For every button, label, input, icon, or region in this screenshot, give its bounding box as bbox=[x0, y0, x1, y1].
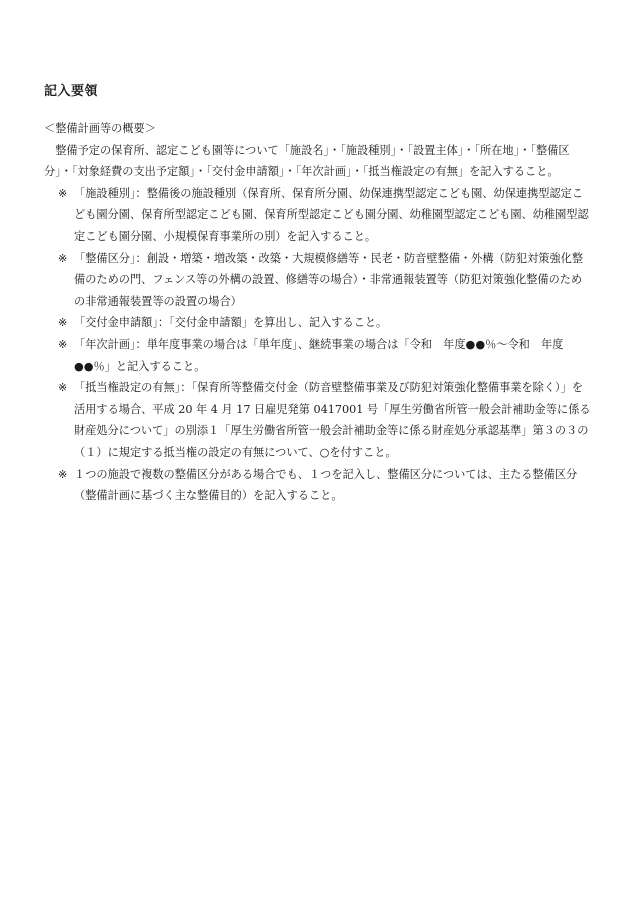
note-text: 「年次計画」：単年度事業の場合は「単年度」、継続事業の場合は「令和 年度●●％～令和 年度●●％」と記入すること。 bbox=[74, 337, 564, 373]
section-heading: ＜整備計画等の概要＞ bbox=[44, 122, 156, 135]
document-title: 記入要領 bbox=[44, 84, 99, 99]
note-text: 「抵当権設定の有無」：「保育所等整備交付金（防音壁整備事業及び防犯対策強化整備事業を除く）」を活用する場合、平成 20 年 4 月 17 日雇児発第 0417001 号「厚生労働省所管一般会計補助金等に係る財産処分について」の別添１「厚生労働省所管一般会計補助金等に係る財産処分承認基準」第３の３の（１）に規定する抵当権の設定の有無について、○を付すこと。 bbox=[74, 381, 591, 459]
document-body bbox=[44, 118, 592, 507]
note-mortgage bbox=[44, 377, 592, 463]
note-annual-plan bbox=[44, 334, 592, 377]
note-mark: ※ bbox=[58, 316, 68, 330]
note-mark: ※ bbox=[58, 251, 68, 265]
note-multiple-categories bbox=[44, 464, 592, 507]
note-mark: ※ bbox=[58, 186, 68, 200]
note-mark: ※ bbox=[58, 381, 68, 395]
note-text: 「交付金申請額」：「交付金申請額」を算出し、記入すること。 bbox=[74, 316, 388, 330]
note-maintenance-category bbox=[44, 248, 592, 313]
note-text: 「施設種別」：整備後の施設種別（保育所、保育所分園、幼保連携型認定こども園、幼保連携型認定こども園分園、保育所型認定こども園、保育所型認定こども園分園、幼稚園型認定こども園、幼稚園型認定こども園分園、小規模保育事業所の別）を記入すること。 bbox=[74, 186, 589, 243]
note-text: 「整備区分」：創設・増築・増改築・改築・大規模修繕等・民老・防音壁整備・外構（防犯対策強化整備のための門、フェンス等の外構の設置、修繕等の場合）・非常通報装置等（防犯対策強化整備のための非常通報装置等の設置の場合） bbox=[74, 251, 584, 308]
note-mark: ※ bbox=[58, 467, 68, 481]
intro-paragraph: 整備予定の保育所、認定こども園等について「施設名」・「施設種別」・「設置主体」・「所在地」・「整備区分」・「対象経費の支出予定額」・「交付金申請額」・「年次計画」・「抵当権設定の有無」を記入すること。 bbox=[44, 143, 570, 179]
note-grant-amount bbox=[44, 312, 592, 334]
note-facility-type bbox=[44, 183, 592, 248]
note-text: １つの施設で複数の整備区分がある場合でも、１つを記入し、整備区分については、主たる整備区分（整備計画に基づく主な整備目的）を記入すること。 bbox=[74, 467, 578, 503]
note-mark: ※ bbox=[58, 337, 68, 351]
